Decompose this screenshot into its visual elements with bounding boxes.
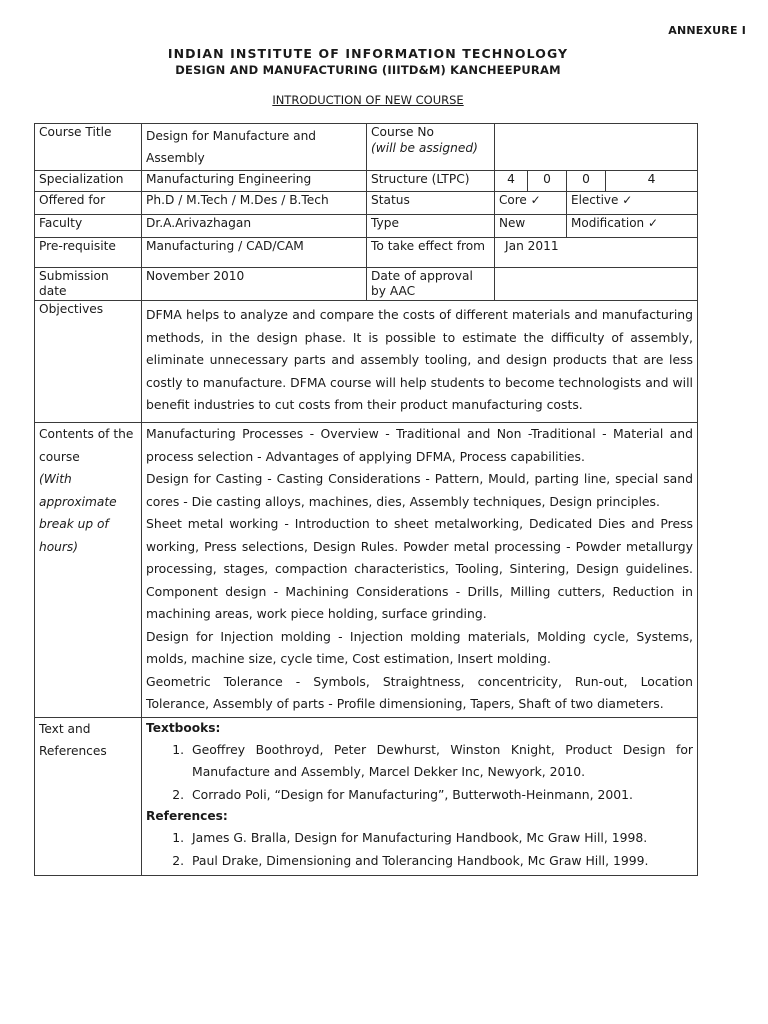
contents-paragraph: Design for Casting - Casting Considerations - Pattern, Mould, parting line, special sand cores - Die casting alloys, machines, dies, Assembly techniques, Design principles.: [146, 471, 693, 509]
text-references-label: Text and References: [35, 717, 142, 875]
institute-subtitle: DESIGN AND MANUFACTURING (IIITD&M) KANCHEEPURAM: [175, 63, 561, 77]
prerequisite-value: Manufacturing / CAD/CAM: [142, 238, 367, 268]
status-elective: Elective ✓: [567, 192, 698, 215]
prerequisite-label: Pre-requisite: [35, 238, 142, 268]
type-label: Type: [367, 215, 495, 238]
specialization-value: Manufacturing Engineering: [142, 171, 367, 192]
effect-label: To take effect from: [367, 238, 495, 268]
textbook-item: 1. Geoffrey Boothroyd, Peter Dewhurst, Winston Knight, Product Design for Manufacture and Assembly, Marcel Dekker Inc, Newyork, 2010.: [188, 739, 693, 784]
references-list: [146, 827, 693, 872]
course-no-value: [495, 124, 698, 171]
reference-item: 1. James G. Bralla, Design for Manufacturing Handbook, Mc Graw Hill, 1998.: [188, 827, 693, 850]
approval-label: Date of approval by AAC: [367, 268, 495, 301]
ltpc-p: 0: [567, 171, 606, 192]
textbook-item: 2. Corrado Poli, “Design for Manufacturing”, Butterwoth-Heinmann, 2001.: [188, 784, 693, 807]
structure-label: Structure (LTPC): [367, 171, 495, 192]
contents-text: [142, 423, 698, 718]
submission-label: Submission date: [35, 268, 142, 301]
offered-for-label: Offered for: [35, 192, 142, 215]
row-specialization: [35, 171, 698, 192]
contents-paragraph: Design for Injection molding - Injection molding materials, Molding cycle, Systems, molds, machine size, cycle time, Cost estimation, Insert molding.: [146, 628, 693, 666]
course-no-note: (will be assigned): [371, 140, 478, 155]
contents-label-cell: [35, 423, 142, 718]
references-heading: References:: [146, 809, 228, 823]
objectives-label: Objectives: [35, 301, 142, 423]
course-title-label: Course Title: [35, 124, 142, 171]
form-title: INTRODUCTION OF NEW COURSE: [272, 93, 464, 107]
annexure-label: ANNEXURE I: [668, 24, 746, 37]
type-modification: Modification ✓: [567, 215, 698, 238]
row-course-title: [35, 124, 698, 171]
row-objectives: [35, 301, 698, 423]
objectives-text: DFMA helps to analyze and compare the costs of different materials and manufacturing methods, in the design phase. It is possible to estimate the difficulty of assembly, eliminate unnecessary parts and assembly tooling, and design products that are less costly to manufacture. DFMA course will help students to become technologists and will benefit industries to cut costs from their product manufacturing costs.: [142, 301, 698, 423]
status-label: Status: [367, 192, 495, 215]
reference-item: 2. Paul Drake, Dimensioning and Tolerancing Handbook, Mc Graw Hill, 1999.: [188, 850, 693, 873]
course-form-table: [34, 123, 698, 876]
ltpc-t: 0: [528, 171, 567, 192]
row-submission: [35, 268, 698, 301]
text-references-content: [142, 717, 698, 875]
contents-hours-note: (With approximate break up of hours): [39, 472, 117, 554]
faculty-label: Faculty: [35, 215, 142, 238]
contents-paragraph: Sheet metal working - Introduction to sheet metalworking, Dedicated Dies and Press working, Press selections, Design Rules. Powder metal processing - Powder metallurgy processing, stages, compaction characteristics, Tooling, Sintering, Design guidelines. Component design - Machining Considerations - Drills, Milling cutters, Reduction in machining areas, work piece holding, surface grinding.: [146, 516, 693, 621]
approval-value: [495, 268, 698, 301]
institute-name: INDIAN INSTITUTE OF INFORMATION TECHNOLOGY: [167, 46, 569, 61]
row-offered-for: [35, 192, 698, 215]
ltpc-c: 4: [606, 171, 698, 192]
effect-value: Jan 2011: [495, 238, 698, 268]
contents-paragraph: Manufacturing Processes - Overview - Traditional and Non -Traditional - Material and process selection - Advantages of applying DFMA, Process capabilities.: [146, 426, 693, 464]
contents-paragraph: Geometric Tolerance - Symbols, Straightness, concentricity, Run-out, Location Tolerance, Assembly of parts - Profile dimensioning, Tapers, Shaft of two diameters.: [146, 673, 693, 711]
row-prerequisite: [35, 238, 698, 268]
row-text-references: [35, 717, 698, 875]
course-no-label: Course No: [371, 125, 434, 139]
contents-label: Contents of the course: [39, 427, 134, 464]
course-title-value: Design for Manufacture and Assembly: [142, 124, 367, 171]
row-contents: [35, 423, 698, 718]
submission-value: November 2010: [142, 268, 367, 301]
faculty-value: Dr.A.Arivazhagan: [142, 215, 367, 238]
course-no-cell: [367, 124, 495, 171]
textbooks-heading: Textbooks:: [146, 720, 221, 735]
textbooks-list: [146, 739, 693, 807]
status-core: Core ✓: [495, 192, 567, 215]
type-new: New: [495, 215, 567, 238]
offered-for-value: Ph.D / M.Tech / M.Des / B.Tech: [142, 192, 367, 215]
ltpc-l: 4: [495, 171, 528, 192]
specialization-label: Specialization: [35, 171, 142, 192]
row-faculty: [35, 215, 698, 238]
